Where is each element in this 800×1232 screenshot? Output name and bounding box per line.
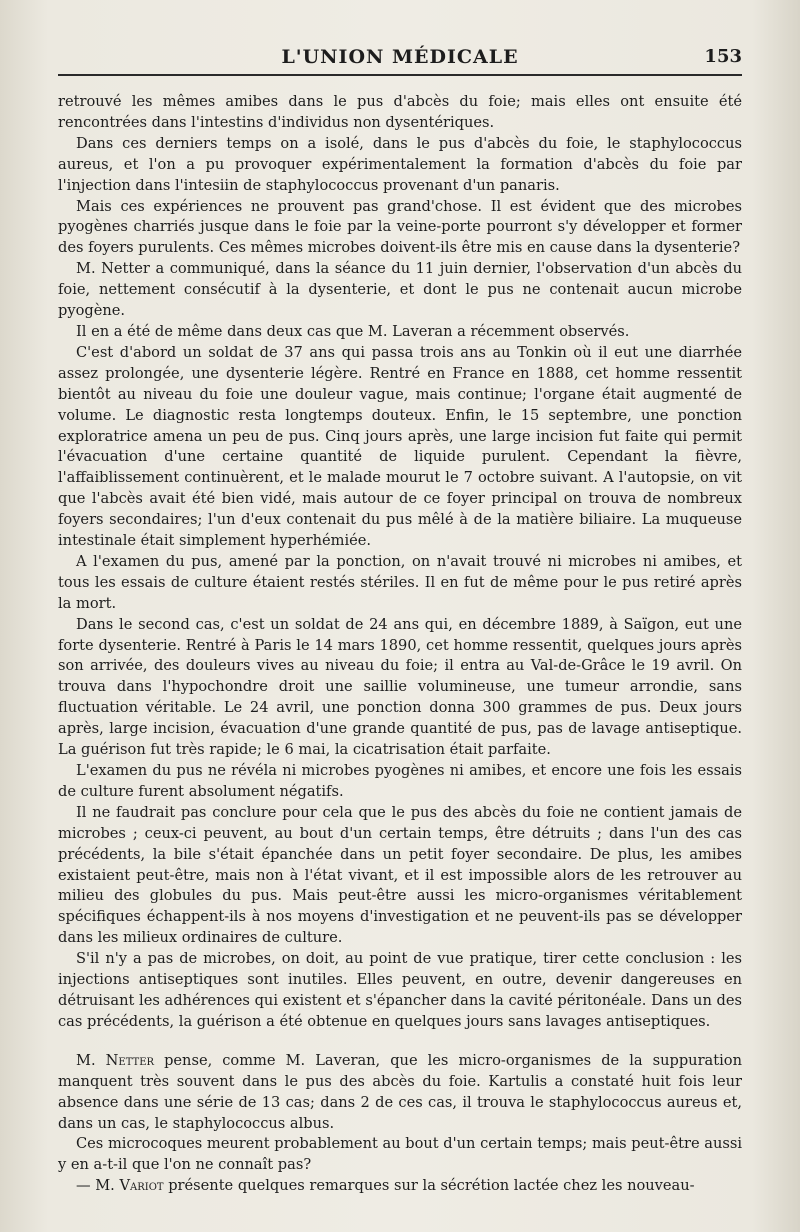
paragraph: [58, 1176, 742, 1197]
paragraph: A l'examen du pus, amené par la ponction, on n'avait trouvé ni microbes ni amibes, et tous les essais de culture étaient restés stériles. Il en fut de même pour le pus retiré après la mort.: [58, 552, 742, 612]
paragraph: Dans ces derniers temps on a isolé, dans le pus d'abcès du foie, le staphylococcus aureus, et l'on a pu provoquer expérimentalement la formation d'abcès du foie par l'injection dans l'intesiin de staphylococcus provenant d'un panaris.: [58, 134, 742, 194]
paragraph: retrouvé les mêmes amibes dans le pus d'abcès du foie; mais elles ont ensuite été rencontrées dans l'intestins d'individus non dysentériques.: [58, 93, 742, 131]
page-number: 153: [704, 46, 742, 67]
paragraph: Dans le second cas, c'est un soldat de 24 ans qui, en décembre 1889, à Saïgon, eut une forte dysenterie. Rentré à Paris le 14 mars 1890, cet homme ressentit, quelques jours après son arrivée, des douleurs vives au niveau du foie; il entra au Val-de-Grâce le 19 avril. On trouva dans l'hypochondre droit une saillie volumineuse, une tumeur arrondie, sans fluctuation véritable. Le 24 avril, une ponction donna 300 grammes de pus. Deux jours après, large incision, évacuation d'une grande quantité de pus, pas de lavage antiseptique. La guérison fut très rapide; le 6 mai, la cicatrisation était parfaite.: [58, 615, 742, 759]
paragraph-text: présente quelques remarques sur la sécrétion lactée chez les nouveau-: [163, 1177, 695, 1195]
paragraph: [58, 259, 742, 322]
paragraph: S'il n'y a pas de microbes, on doit, au point de vue pratique, tirer cette conclusion : les injections antiseptiques sont inutiles. Elles peuvent, en outre, devenir dangereuses en détruisant les adhérences qui existent et s'épancher dans la cavité péritonéale. Dans un des cas précédents, la guérison a été obtenue en quelques jours sans lavages antiseptiques.: [58, 950, 742, 1030]
journal-title: L'UNION MÉDICALE: [281, 46, 519, 68]
paragraph: L'examen du pus ne révéla ni microbes pyogènes ni amibes, et encore une fois les essais de culture furent absolument négatifs.: [58, 762, 742, 800]
paragraph-text: pense, comme M. Laveran, que les micro-organismes de la suppuration manquent très souvent dans le pus des abcès du foie. Kartulis a constaté huit fois leur absence dans une série de 13 cas; dans 2 de ces cas, il trouva le staphylococcus aureus et, dans un cas, le staphylococcus albus.: [58, 1051, 742, 1132]
speaker-name: M. Netter: [76, 1051, 155, 1069]
paragraph: Mais ces expériences ne prouvent pas grand'chose. Il est évident que des microbes pyogènes charriés jusque dans le foie par la veine-porte pourront s'y développer et former des foyers purulents. Ces mêmes microbes doivent-ils être mis en cause dans la dysenterie?: [58, 197, 742, 257]
paragraph: Il ne faudrait pas conclure pour cela que le pus des abcès du foie ne contient jamais de microbes ; ceux-ci peuvent, au bout d'un certain temps, être détruits ; dans l'un des cas précédents, la bile s'était épanchée dans un petit foyer secondaire. De plus, les amibes existaient peut-être, mais non à l'état vivant, et il est impossible alors de les retrouver au milieu des globules du pus. Mais peut-être aussi les micro-organismes véritablement spécifiques échappent-ils à nos moyens d'investigation et ne peuvent-ils pas se développer dans les milieux ordinaires de culture.: [58, 803, 742, 947]
paragraph: [58, 1051, 742, 1135]
paragraph: Ces microcoques meurent probablement au bout d'un certain temps; mais peut-être aussi y en a-t-il que l'on ne connaît pas?: [58, 1135, 742, 1174]
paragraph: C'est d'abord un soldat de 37 ans qui passa trois ans au Tonkin où il eut une diarrhée assez prolongée, une dysenterie légère. Rentré en France en 1888, cet homme ressentit bientôt au niveau du foie une douleur vague, mais continue; l'organe était augmenté de volume. Le diagnostic resta longtemps douteux. Enfin, le 15 septembre, une ponction exploratrice amena un peu de pus. Cinq jours après, une large incision fut faite qui permit l'évacuation d'une certaine quantité de liquide purulent. Cependant la fièvre, l'affaiblissement continuèrent, et le malade mourut le 7 octobre suivant. A l'autopsie, on vit que l'abcès avait été bien vidé, mais autour de ce foyer principal on trouva de nombreux foyers secondaires; l'un d'eux contenait du pus mêlé à de la matière biliaire. La muqueuse intestinale était simplement hyperhémiée.: [58, 343, 742, 550]
paragraph: Il en a été de même dans deux cas que M. Laveran a récemment observés.: [76, 322, 630, 340]
speaker-name: M. Variot: [95, 1177, 164, 1195]
paragraph-text: a communiqué, dans la séance du 11 juin dernier, l'observation d'un abcès du foie, nettement consécutif à la dysenterie, et dont le pus ne contenait aucun microbe pyogène.: [58, 260, 742, 320]
speaker-name: M. Netter: [76, 260, 150, 278]
running-header: [58, 44, 742, 76]
dash: —: [76, 1177, 96, 1195]
header-rule: [58, 74, 742, 76]
article-body: [58, 92, 742, 1197]
